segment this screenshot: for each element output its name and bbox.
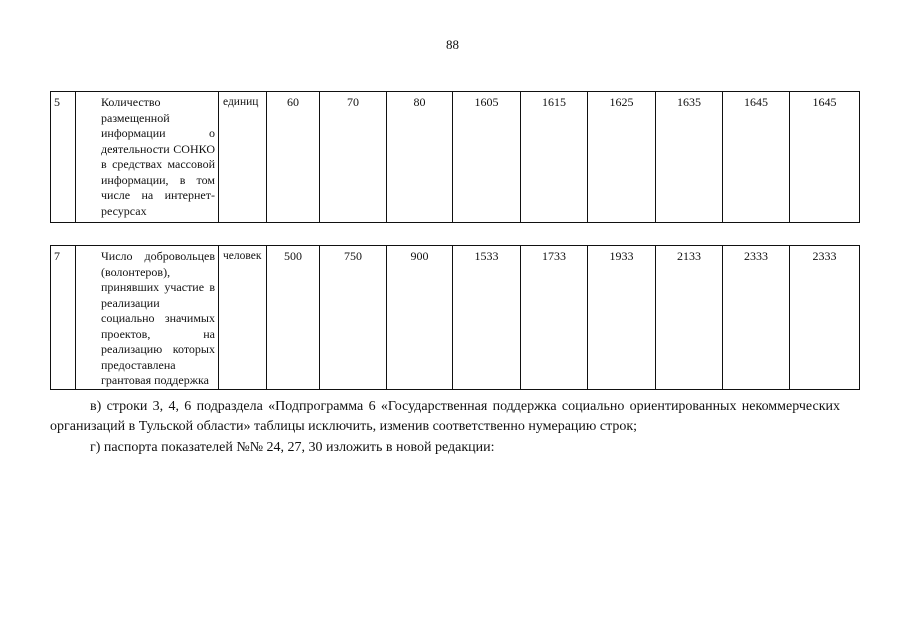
value-cell: 2133 — [656, 246, 723, 390]
amendment-paragraph-v: в) строки 3, 4, 6 подраздела «Подпрограмма 6 «Государственная поддержка социально ориентированных некоммерческих организаций в Тульской области» таблицы исключить, изменив соответственно нумерацию строк; — [50, 399, 840, 434]
indicator-table-row-7 — [50, 245, 860, 390]
row-number: 7 — [51, 246, 76, 390]
value-cell: 2333 — [790, 246, 860, 390]
unit-of-measure: единиц — [219, 92, 267, 223]
value-cell: 1625 — [588, 92, 656, 223]
value-cell: 1645 — [723, 92, 790, 223]
value-cell: 1635 — [656, 92, 723, 223]
unit-of-measure: человек — [219, 246, 267, 390]
value-cell: 500 — [267, 246, 320, 390]
value-cell: 70 — [320, 92, 387, 223]
indicator-name-text: Число добровольцев (волонтеров), принявших участие в реализации социально значимых проектов, на реализацию которых предоставлена грантовая поддержка — [101, 249, 215, 387]
page-number: 88 — [446, 37, 459, 52]
value-cell: 750 — [320, 246, 387, 390]
table-row — [51, 92, 860, 223]
indicator-name-text: Количество размещенной информации о деятельности СОНКО в средствах массовой информации, в том числе на интернет-ресурсах — [101, 95, 215, 218]
value-cell: 60 — [267, 92, 320, 223]
value-cell: 1645 — [790, 92, 860, 223]
amendment-paragraph-g: г) паспорта показателей №№ 24, 27, 30 изложить в новой редакции: — [90, 440, 495, 455]
value-cell: 2333 — [723, 246, 790, 390]
value-cell: 900 — [387, 246, 453, 390]
value-cell: 1605 — [453, 92, 521, 223]
indicator-name — [76, 92, 219, 223]
indicator-name — [76, 246, 219, 390]
table-row — [51, 246, 860, 390]
value-cell: 1615 — [521, 92, 588, 223]
value-cell: 80 — [387, 92, 453, 223]
value-cell: 1733 — [521, 246, 588, 390]
value-cell: 1533 — [453, 246, 521, 390]
indicator-table-row-5 — [50, 91, 860, 223]
row-number: 5 — [51, 92, 76, 223]
value-cell: 1933 — [588, 246, 656, 390]
